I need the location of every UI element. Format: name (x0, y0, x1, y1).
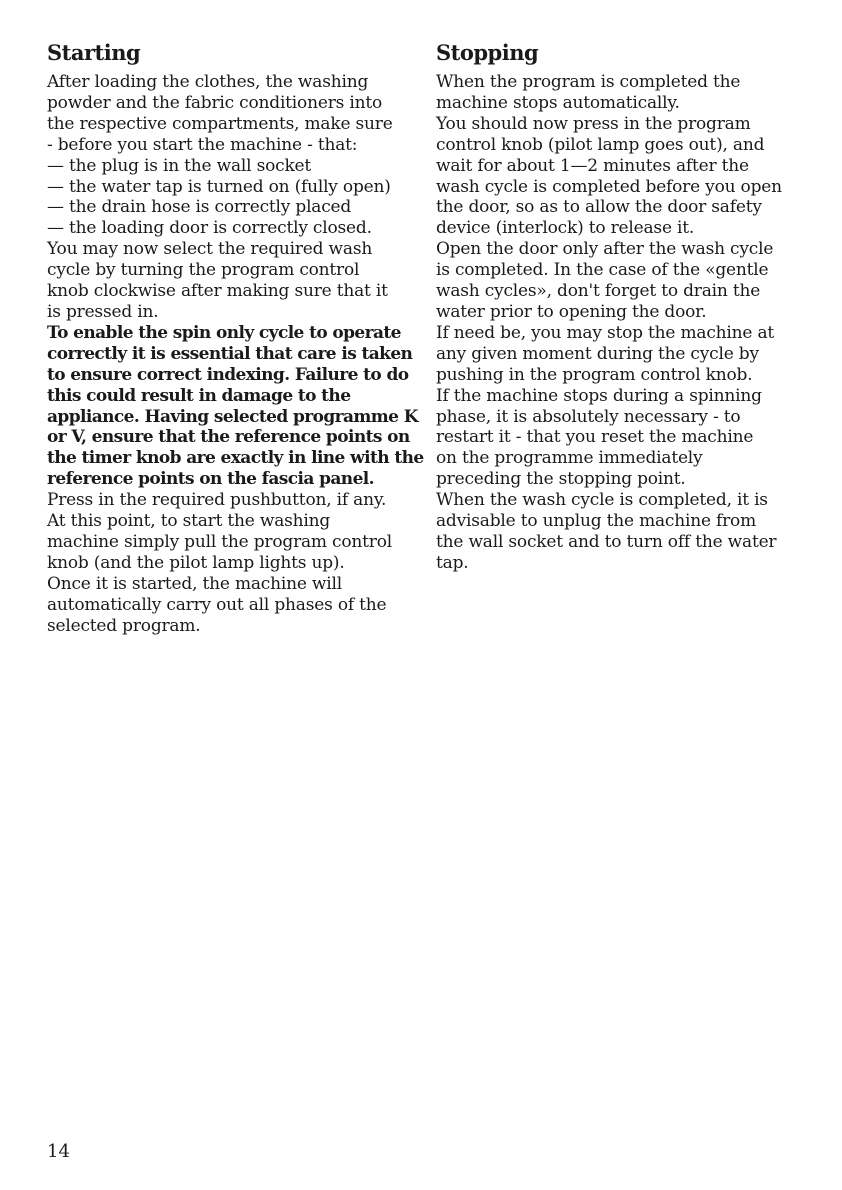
text-line: - before you start the machine - that: (47, 134, 358, 155)
text-line: If the machine stops during a spinning (436, 385, 762, 406)
warning-text-line: To enable the spin only cycle to operate (47, 322, 401, 343)
text-line: on the programme immediately (436, 448, 703, 469)
heading-stopping: Stopping (436, 40, 539, 65)
text-line: powder and the fabric conditioners into (47, 92, 382, 113)
text-line: pushing in the program control knob. (436, 364, 753, 385)
warning-text-line: correctly it is essential that care is taken (47, 343, 413, 364)
text-line: — the plug is in the wall socket (47, 155, 312, 176)
text-line: the door, so as to allow the door safety (436, 197, 762, 218)
text-line: restart it - that you reset the machine (436, 427, 754, 448)
text-line: machine stops automatically. (436, 92, 680, 113)
text-line: Open the door only after the wash cycle (436, 239, 774, 260)
text-line: Once it is started, the machine will (47, 573, 342, 594)
text-line: wash cycle is completed before you open (436, 176, 782, 197)
text-line: advisable to unplug the machine from (436, 511, 757, 532)
text-line: — the water tap is turned on (fully open) (47, 176, 391, 197)
text-line: — the loading door is correctly closed. (47, 218, 372, 239)
text-line: selected program. (47, 615, 201, 636)
text-line: tap. (436, 552, 469, 573)
warning-text-line: appliance. Having selected programme K (47, 406, 418, 427)
text-line: You may now select the required wash (47, 239, 373, 260)
text-line: automatically carry out all phases of the (47, 594, 387, 615)
section-stopping (436, 40, 816, 574)
section-starting (47, 40, 424, 636)
text-line: At this point, to start the washing (47, 511, 331, 532)
warning-text-line: to ensure correct indexing. Failure to do (47, 364, 409, 385)
text-line: When the wash cycle is completed, it is (436, 490, 768, 511)
warning-text-line: reference points on the fascia panel. (47, 469, 374, 490)
page-number: 14 (47, 1141, 70, 1162)
text-line: wash cycles», don't forget to drain the (436, 281, 761, 302)
warning-text-line: or V, ensure that the reference points on (47, 427, 410, 448)
text-line: control knob (pilot lamp goes out), and (436, 134, 765, 155)
text-line: cycle by turning the program control (47, 260, 360, 281)
text-line: any given moment during the cycle by (436, 343, 759, 364)
starting-body (47, 72, 424, 636)
warning-text-line: this could result in damage to the (47, 385, 351, 406)
text-line: is completed. In the case of the «gentle (436, 260, 769, 281)
text-line: Press in the required pushbutton, if any. (47, 490, 387, 511)
text-line: water prior to opening the door. (436, 301, 707, 322)
text-line: the respective compartments, make sure (47, 113, 393, 134)
text-line: After loading the clothes, the washing (47, 72, 369, 92)
text-line: machine simply pull the program control (47, 531, 392, 552)
heading-starting: Starting (47, 40, 141, 65)
text-line: preceding the stopping point. (436, 469, 686, 490)
text-line: wait for about 1—2 minutes after the (436, 155, 749, 176)
stopping-body (436, 72, 816, 574)
text-line: phase, it is absolutely necessary - to (436, 406, 741, 427)
text-line: When the program is completed the (436, 72, 741, 92)
text-line: is pressed in. (47, 301, 159, 322)
text-line: knob clockwise after making sure that it (47, 281, 388, 302)
text-line: device (interlock) to release it. (436, 218, 695, 239)
text-line: You should now press in the program (436, 113, 751, 134)
warning-text-line: the timer knob are exactly in line with the (47, 448, 424, 469)
text-line: knob (and the pilot lamp lights up). (47, 552, 345, 573)
text-line: — the drain hose is correctly placed (47, 197, 352, 218)
text-line: the wall socket and to turn off the water (436, 531, 777, 552)
text-line: If need be, you may stop the machine at (436, 322, 775, 343)
